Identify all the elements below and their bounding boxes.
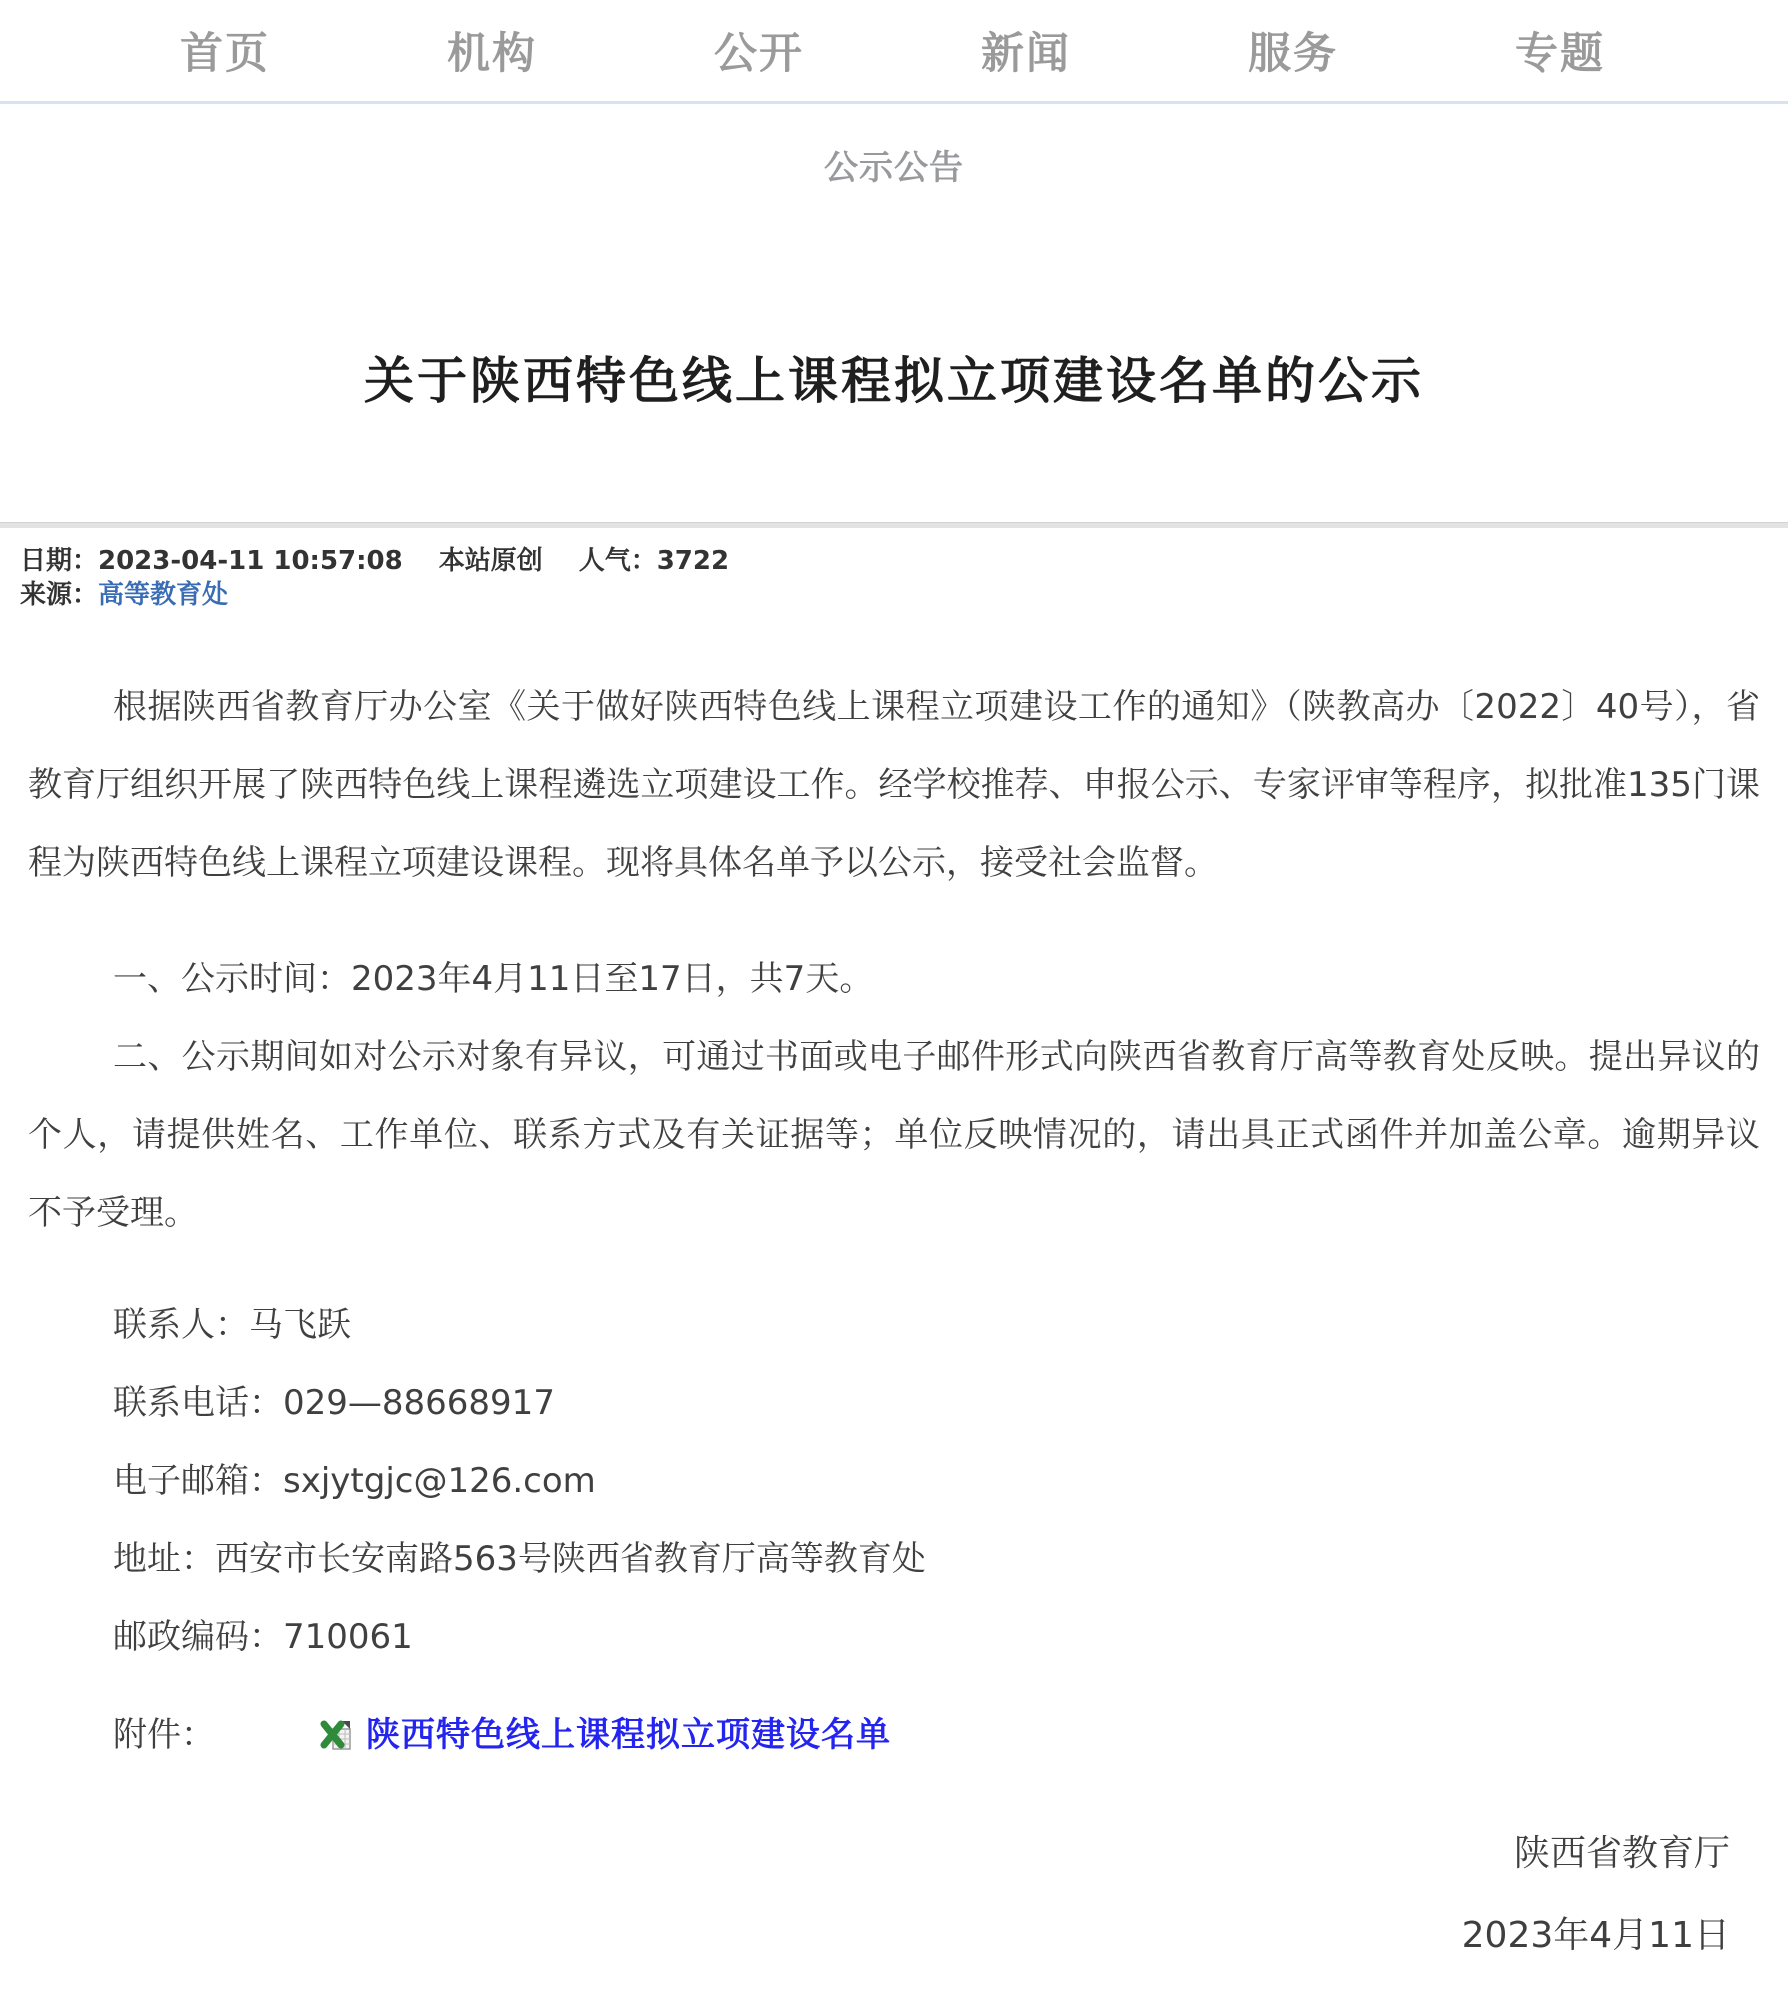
paragraph-contact-name: 联系人：马飞跃 (113, 1305, 351, 1345)
paragraph-contact-tel: 联系电话：029—88668917 (113, 1383, 555, 1423)
meta-line-1 (20, 544, 1768, 578)
nav-item-agency[interactable]: 机构 (447, 29, 537, 79)
nav-item-special[interactable]: 专题 (1515, 29, 1605, 79)
signature-date: 2023年4月11日 (1461, 1915, 1730, 1956)
meta-origin: 本站原创 (438, 546, 543, 576)
article-meta (0, 528, 1788, 626)
attachment-link-text[interactable]: 陕西特色线上课程拟立项建设名单 (366, 1715, 891, 1755)
breadcrumb-row (0, 140, 1788, 189)
excel-icon[interactable] (235, 1701, 352, 1779)
page-title: 关于陕西特色线上课程拟立项建设名单的公示 (364, 352, 1424, 410)
paragraph-item-2: 二、公示期间如对公示对象有异议，可通过书面或电子邮件形式向陕西省教育厅高等教育处反映。提出异议的个人，请提供姓名、工作单位、联系方式及有关证据等；单位反映情况的，请出具正式函件并加盖公章。逾期异议不予受理。 (28, 1037, 1760, 1233)
nav-item-home[interactable]: 首页 (180, 29, 270, 79)
nav-item-public[interactable]: 公开 (714, 29, 804, 79)
attachment-link[interactable] (215, 1715, 891, 1755)
attachment-row (28, 1696, 1760, 1779)
paragraph-item-1: 一、公示时间：2023年4月11日至17日，共7天。 (113, 959, 874, 999)
article-body (0, 626, 1788, 1977)
paragraph-address: 地址：西安市长安南路563号陕西省教育厅高等教育处 (113, 1539, 926, 1579)
meta-line-2 (20, 578, 1768, 612)
paragraph-contact-email: 电子邮箱：sxjytgjc@126.com (113, 1461, 596, 1501)
meta-source-link[interactable]: 高等教育处 (98, 580, 229, 610)
paragraph-postcode: 邮政编码：710061 (113, 1617, 413, 1657)
meta-views: 人气：3722 (578, 546, 730, 576)
attachment-label: 附件： (113, 1715, 215, 1755)
paragraph-intro: 根据陕西省教育厅办公室《关于做好陕西特色线上课程立项建设工作的通知》（陕教高办〔2022〕40号），省教育厅组织开展了陕西特色线上课程遴选立项建设工作。经学校推荐、申报公示、专家评审等程序，拟批准135门课程为陕西特色线上课程立项建设课程。现将具体名单予以公示，接受社会监督。 (28, 687, 1760, 883)
nav-item-news[interactable]: 新闻 (981, 29, 1071, 79)
nav-item-service[interactable]: 服务 (1248, 29, 1338, 79)
meta-source-label: 来源： (20, 580, 99, 610)
meta-date: 日期：2023-04-11 10:57:08 (20, 546, 403, 576)
signature-org: 陕西省教育厅 (1513, 1833, 1730, 1874)
breadcrumb[interactable]: 公示公告 (824, 148, 964, 188)
top-navigation (0, 0, 1788, 104)
signature-block (28, 1813, 1760, 1977)
